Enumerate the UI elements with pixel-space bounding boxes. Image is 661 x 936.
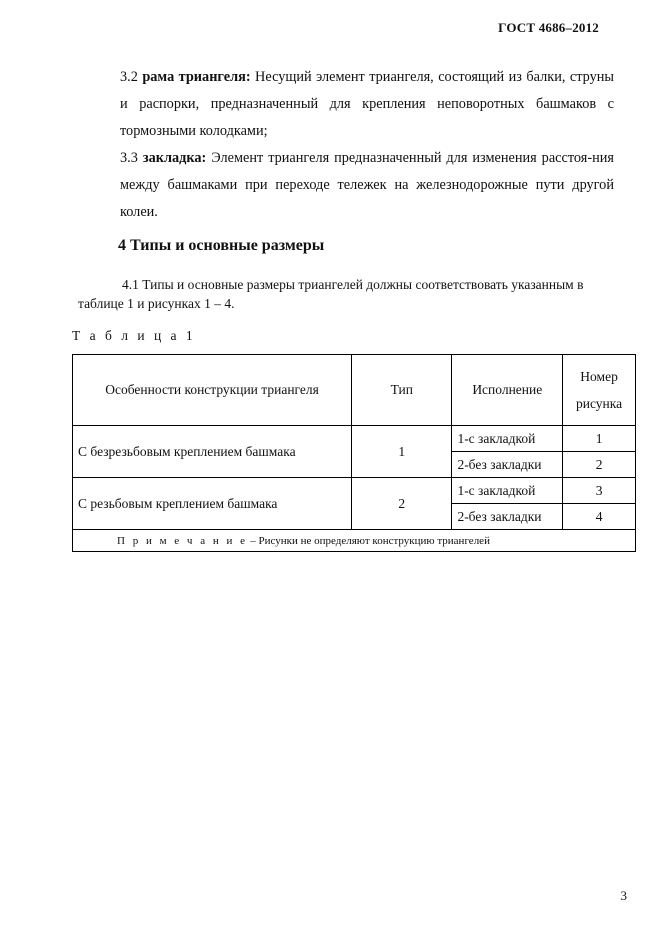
version-cell: 2-без закладки: [452, 452, 563, 478]
version-cell: 2-без закладки: [452, 504, 563, 530]
header-figure: Номер рисунка: [563, 355, 636, 426]
figure-cell: 4: [563, 504, 636, 530]
term-zakladka: закладка:: [142, 150, 207, 166]
type-cell: 2: [352, 478, 452, 530]
figure-cell: 3: [563, 478, 636, 504]
header-features: Особенности конструкции триангеля: [73, 355, 352, 426]
header-type: Тип: [352, 355, 452, 426]
figure-cell: 2: [563, 452, 636, 478]
table-header-row: [73, 355, 636, 426]
table-note: [73, 530, 636, 552]
table-row: [73, 478, 636, 504]
version-cell: 1-с закладкой: [452, 478, 563, 504]
clause-number: 3.2: [120, 69, 138, 85]
paragraph-text: 4.1 Типы и основные размеры триангелей должны соответствовать указанным в таблице 1 и рисунках 1 – 4.: [78, 277, 584, 311]
feature-cell: С безрезьбовым креплением башмака: [73, 426, 352, 478]
paragraph-3-3: [78, 145, 614, 226]
note-label: П р и м е ч а н и е: [117, 534, 248, 547]
note-text: – Рисунки не определяют конструкцию триангелей: [247, 534, 490, 547]
header-version: Исполнение: [452, 355, 563, 426]
type-cell: 1: [352, 426, 452, 478]
page-number: 3: [620, 888, 627, 903]
term-definition: Элемент триангеля предназначенный для изменения расстоя-ния между башмаками при переходе тележек на железнодорожные пути другой колеи.: [120, 150, 615, 220]
table-note-row: [73, 530, 636, 552]
section-heading: 4 Типы и основные размеры: [118, 237, 325, 254]
figure-cell: 1: [563, 426, 636, 452]
paragraph-3-2: [78, 64, 614, 145]
types-table: [72, 354, 636, 552]
term-definition: Несущий элемент триангеля, состоящий из балки, струны и распорки, предназначенный для крепления неповоротных башмаков с тормозными колодками;: [120, 69, 615, 139]
feature-cell: С резьбовым креплением башмака: [73, 478, 352, 530]
clause-number: 3.3: [120, 150, 138, 166]
table-row: [73, 426, 636, 452]
document-code: ГОСТ 4686–2012: [498, 20, 599, 35]
term-rama: рама триангеля:: [142, 69, 251, 85]
version-cell: 1-с закладкой: [452, 426, 563, 452]
table-caption: Т а б л и ц а 1: [72, 328, 196, 343]
paragraph-4-1: [78, 275, 598, 313]
